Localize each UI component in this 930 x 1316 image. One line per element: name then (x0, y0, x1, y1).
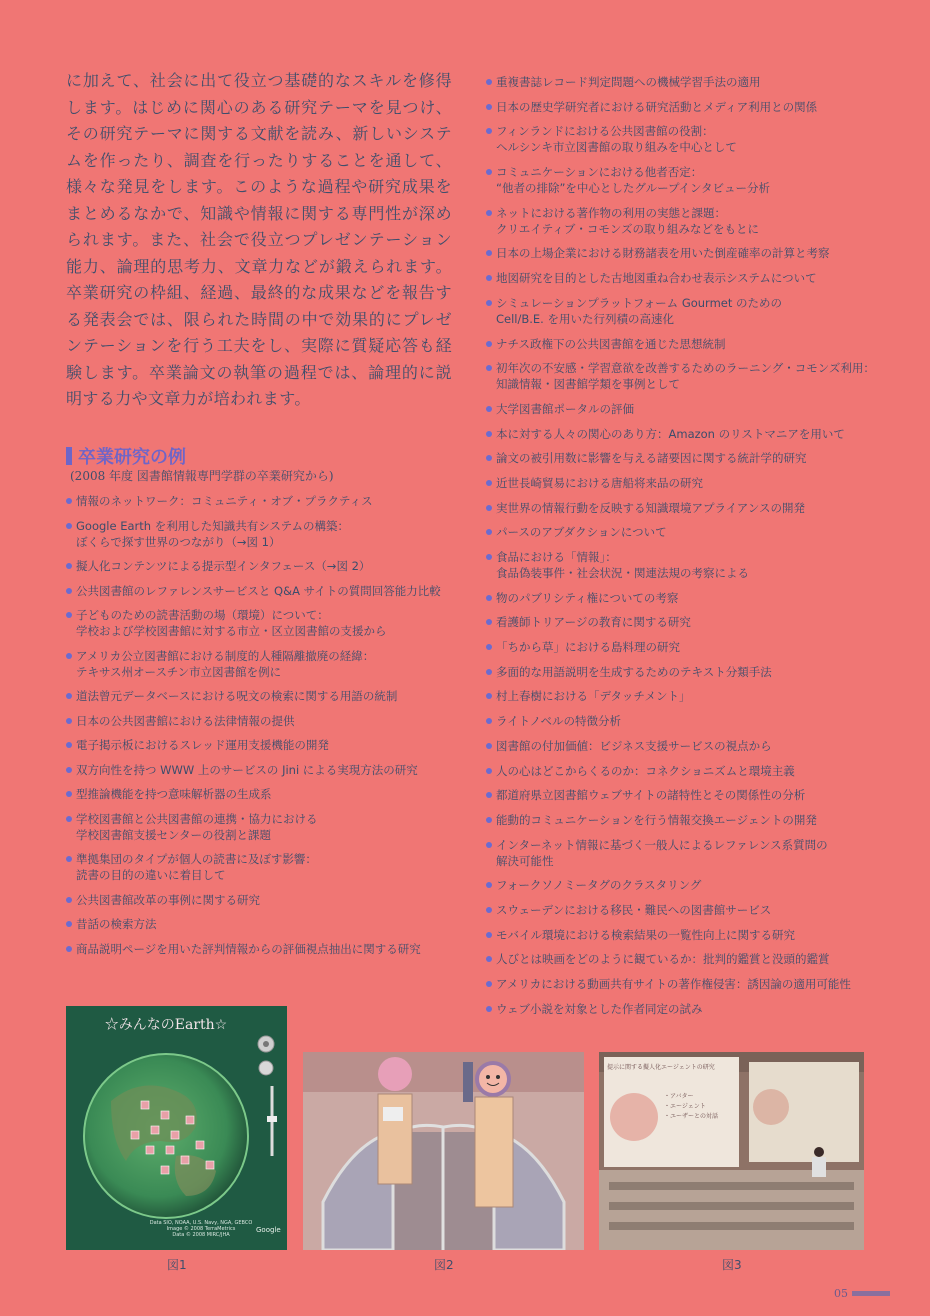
topic-text: 食品における「情報」： 食品偽装事件・社会状況・関連法規の考察による (496, 550, 749, 580)
topic-text: インターネット情報に基づく一般人によるレファレンス系質問の 解決可能性 (496, 837, 828, 868)
topic-text: 電子掲示板におけるスレッド運用支援機能の開発 (76, 738, 329, 752)
topic-text: 日本の歴史学研究者における研究活動とメディア利用との関係 (496, 99, 818, 114)
topic-item (486, 1001, 876, 1017)
topic-text: ライトノベルの特徴分析 (496, 714, 622, 729)
topic-text: 実世界の情報行動を反映する知識環境アプライアンスの開発 (496, 500, 806, 515)
topic-text: 公共図書館のレファレンスサービスと Q&A サイトの質問回答能力比較 (76, 583, 441, 598)
figure-3-image (599, 1052, 864, 1250)
section-heading (66, 443, 186, 469)
topic-text: パースのアブダクションについて (496, 525, 667, 540)
topic-item (486, 500, 876, 516)
topic-item (66, 786, 456, 802)
figure-1-caption: 図1 (167, 1258, 187, 1272)
topic-item (66, 713, 456, 729)
topic-text: 近世長崎貿易における唐船将来品の研究 (496, 475, 703, 490)
figure-1-title: ☆みんなのEarth☆ (104, 1017, 228, 1033)
topic-item (486, 475, 876, 491)
figure-2-caption: 図2 (434, 1258, 454, 1272)
topic-text: 人の心はどこからくるのか：コネクショニズムと環境主義 (496, 763, 795, 778)
topic-text: 子どものための読書活動の場（環境）について： 学校および学校図書館に対する市立・区立図書館の支援から (76, 608, 387, 638)
topic-text: 村上春樹における「デタッチメント」 (496, 689, 691, 704)
topic-item (486, 738, 876, 754)
topic-text: 商品説明ページを用いた評判情報からの評価視点抽出に関する研究 (76, 941, 421, 956)
topic-item (486, 401, 876, 417)
figure-3-slide-item: ・エージェント (664, 1103, 706, 1110)
section-title: 卒業研究の例 (78, 447, 186, 468)
topic-item (486, 787, 876, 803)
topic-text: 道法曾元データベースにおける呪文の検索に関する用語の統制 (76, 689, 398, 703)
figure-2-image (303, 1052, 584, 1250)
topic-text: Google Earth を利用した知識共有システムの構築： ぼくらで探す世界のつながり（→図 1） (76, 518, 350, 549)
topic-item (486, 295, 876, 327)
topic-text: 双方向性を持つ WWW 上のサービスの Jini による実現方法の研究 (76, 762, 418, 777)
topic-item (486, 902, 876, 918)
topic-item (486, 837, 876, 869)
topic-item (486, 164, 876, 196)
topic-text: 擬人化コンテンツによる提示型インタフェース（→図 2） (76, 559, 371, 573)
topic-item (486, 812, 876, 828)
topic-text: 昔話の検索方法 (76, 917, 157, 931)
topic-item (486, 688, 876, 704)
topic-item (486, 927, 876, 943)
topic-item (66, 583, 456, 599)
topic-item (486, 74, 876, 90)
topic-text: 人びとは映画をどのように観ているか：批判的鑑賞と没頭的鑑賞 (496, 952, 830, 967)
topic-text: 多面的な用語説明を生成するためのテキスト分類手法 (496, 664, 772, 679)
topic-text: 準拠集団のタイプが個人の読書に及ぼす影響： 読書の目的の違いに着目して (76, 852, 317, 882)
intro-paragraph: に加えて、社会に出て役立つ基礎的なスキルを修得します。はじめに関心のある研究テーマを見つけ、その研究テーマに関する文献を読み、新しいシステムを作ったり、調査を行ったりすることを通して、様々な発見をします。このような過程や研究成果をまとめるなかで、知識や情報に関する専門性が深められます。また、社会で役立つプレゼンテーション能力、論理的思考力、文章力などが鍛えられます。卒業研究の枠組、経過、最終的な成果などを報告する発表会では、限られた時間の中で効果的にプレゼンテーションを行う工夫をし、実際に質疑応答も経験します。卒業論文の執筆の過程では、論理的に説明する力や文章力が培われます。 (66, 71, 452, 408)
topic-item (486, 976, 876, 992)
topic-text: アメリカにおける動画共有サイトの著作権侵害：誘因論の適用可能性 (496, 977, 851, 991)
topic-text: 初年次の不安感・学習意欲を改善するためのラーニング・コモンズ利用： 知識情報・図書館学類を事例として (496, 361, 875, 392)
topic-item (486, 951, 876, 967)
topic-item (486, 590, 876, 606)
figure-3-caption: 図3 (722, 1258, 742, 1272)
topic-item (486, 205, 876, 237)
topic-text: フォークソノミータグのクラスタリング (496, 878, 702, 893)
topic-list-right (486, 74, 876, 1025)
page-number-text: 05 (834, 1287, 848, 1300)
page-number (834, 1287, 890, 1300)
topic-text: 地図研究を目的とした古地図重ね合わせ表示システムについて (496, 271, 817, 286)
topic-item (486, 664, 876, 680)
topic-text: 図書館の付加価値：ビジネス支援サービスの視点から (496, 738, 772, 753)
topic-text: 大学図書館ポータルの評価 (496, 401, 634, 416)
topic-text: フィンランドにおける公共図書館の役割： ヘルシンキ市立図書館の取り組みを中心として (496, 124, 737, 155)
topic-item (486, 360, 876, 392)
topic-text: シミュレーションプラットフォーム Gourmet のための Cell/B.E. を用いた行列積の高速化 (496, 295, 783, 326)
topic-text: 能動的コミュニケーションを行う情報交換エージェントの開発 (496, 812, 817, 827)
topic-item (486, 270, 876, 286)
topic-text: 論文の被引用数に影響を与える諸要因に関する統計学的研究 (496, 451, 807, 466)
topic-item (66, 941, 456, 957)
topic-text: 型推論機能を持つ意味解析器の生成系 (76, 787, 272, 801)
topic-item (66, 648, 456, 680)
topic-item (66, 688, 456, 704)
topic-list-left (66, 493, 456, 965)
topic-item (486, 877, 876, 893)
figure-1-credit: Data SIO, NOAA, U.S. Navy, NGA, GEBCO Image © 2008 TerraMetrics Data © 2008 MIRC/JHA (149, 1220, 253, 1238)
topic-item (486, 450, 876, 466)
topic-text: ネットにおける著作物の利用の実態と課題： クリエイティブ・コモンズの取り組みなどをもとに (496, 205, 760, 236)
topic-item (486, 639, 876, 655)
page-number-strip (852, 1291, 890, 1296)
topic-text: 物のパブリシティ権についての考察 (496, 590, 679, 605)
topic-item (66, 737, 456, 753)
topic-text: ウェブ小説を対象とした作者同定の試み (496, 1001, 703, 1016)
heading-marker (66, 447, 72, 465)
topic-item (486, 763, 876, 779)
topic-item (486, 549, 876, 581)
topic-text: モバイル環境における検索結果の一覧性向上に関する研究 (496, 927, 795, 942)
topic-item (66, 518, 456, 550)
topic-item (66, 607, 456, 639)
section-subtitle: (2008 年度 図書館情報専門学群の卒業研究から) (70, 469, 334, 483)
figure-1-logo: Google (256, 1226, 281, 1234)
topic-text: 公共図書館改革の事例に関する研究 (76, 892, 260, 907)
topic-item (486, 99, 876, 115)
topic-text: 重複書誌レコード判定問題への機械学習手法の適用 (496, 75, 761, 89)
topic-text: 学校図書館と公共図書館の連携・協力における 学校図書館支援センターの役割と課題 (76, 811, 318, 842)
figure-1-illustration (66, 1006, 287, 1250)
topic-item (66, 762, 456, 778)
topic-text: 「ちから草」における島料理の研究 (496, 640, 680, 655)
topic-text: コミュニケーションにおける他者否定： “他者の排除”を中心としたグループインタビュー分析 (496, 165, 770, 196)
topic-item (66, 892, 456, 908)
topic-text: 都道府県立図書館ウェブサイトの諸特性とその関係性の分析 (496, 788, 806, 803)
figure-3-slide-items (664, 1092, 734, 1122)
topic-text: ナチス政権下の公共図書館を通じた思想統制 (496, 336, 726, 351)
topic-item (486, 713, 876, 729)
topic-text: 日本の公共図書館における法律情報の提供 (76, 713, 295, 728)
topic-item (486, 524, 876, 540)
topic-text: 本に対する人々の関心のあり方：Amazon のリストマニアを用いて (496, 426, 845, 441)
figure-3-illustration (599, 1052, 864, 1250)
topic-text: 情報のネットワーク：コミュニティ・オブ・プラクティス (76, 494, 373, 508)
topic-item (66, 916, 456, 932)
topic-item (66, 558, 456, 574)
topic-item (66, 493, 456, 509)
topic-text: アメリカ公立図書館における制度的人種隔離撤廃の経緯： テキサス州オースチン市立図書館を例に (76, 648, 375, 679)
figure-1-image (66, 1006, 287, 1250)
topic-item (486, 123, 876, 155)
topic-item (486, 426, 876, 442)
topic-item (66, 851, 456, 883)
topic-item (66, 811, 456, 843)
topic-text: 日本の上場企業における財務諸表を用いた倒産確率の計算と考察 (496, 246, 830, 261)
topic-item (486, 336, 876, 352)
topic-text: 看護師トリアージの教育に関する研究 (496, 615, 691, 630)
figure-2-illustration (303, 1052, 584, 1250)
figure-3-slide-item: ・アバター (664, 1093, 694, 1100)
figure-3-slide-item: ・ユーザーとの対話 (664, 1113, 719, 1120)
topic-text: スウェーデンにおける移民・難民への図書館サービス (496, 902, 772, 917)
figure-3-slide-title: 提示に関する擬人化エージェントの研究 (607, 1064, 715, 1071)
topic-item (486, 614, 876, 630)
topic-item (486, 245, 876, 261)
